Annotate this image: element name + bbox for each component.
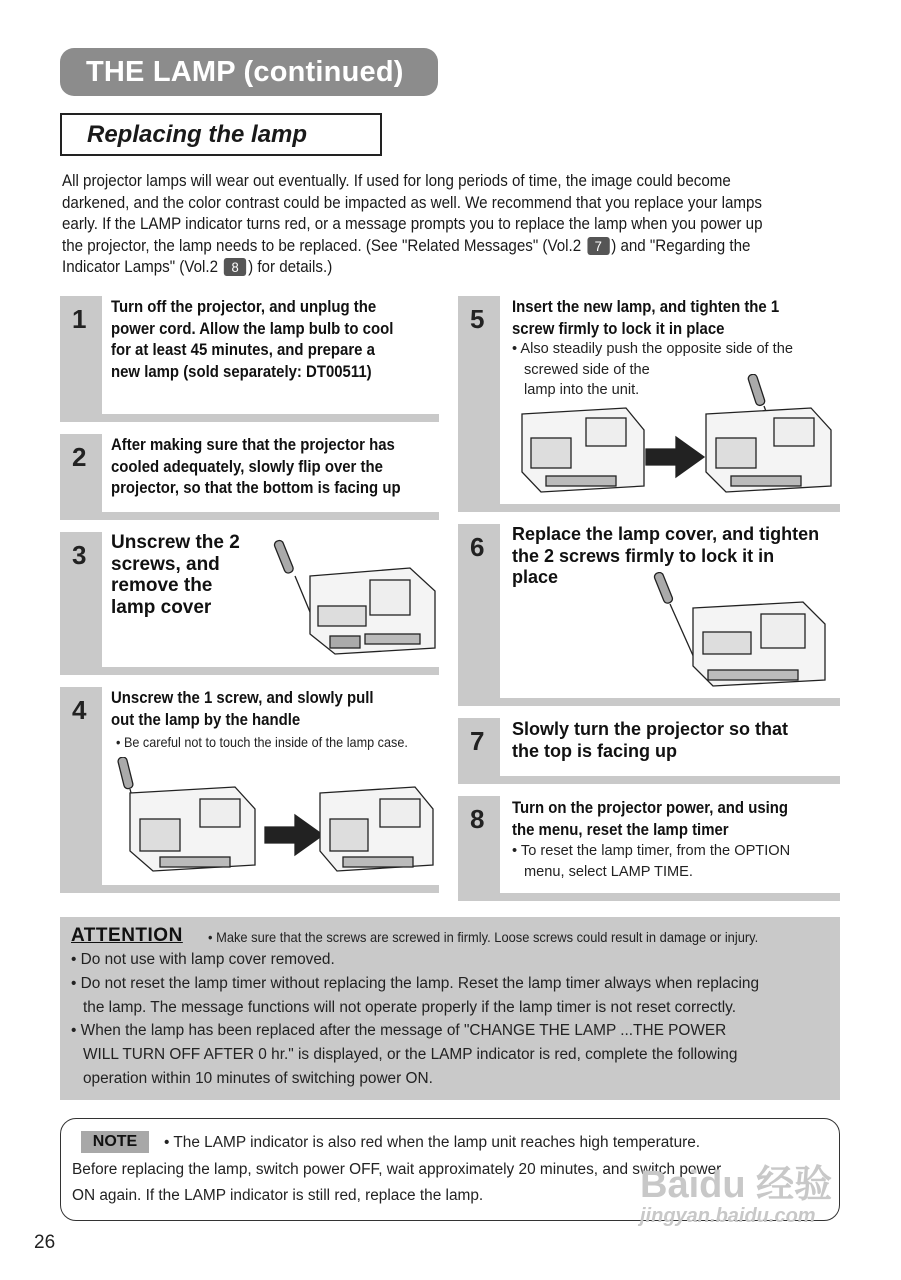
step-number: 4 [72,695,87,725]
step-text-line: Turn off the projector, and unplug the [111,297,377,316]
replace-cover-illustration [653,572,833,690]
intro-text: ) for details.) [248,258,333,277]
intro-line: darkened, and the color contrast could be impacted as well. We recommend that you replace your lamps [62,193,762,212]
note-label: NOTE [81,1131,149,1153]
attention-line: • Make sure that the screws are screwed in firmly. Loose screws could result in damage or injury. [208,929,759,945]
watermark-brand: Baidu 经验 [640,1164,833,1206]
step-text-line: Unscrew the 2 [111,532,240,553]
intro-text: Indicator Lamps" (Vol.2 [62,258,223,277]
step-text-line: screws, and [111,553,220,575]
step-text-line: screw firmly to lock it in place [512,318,725,338]
step-bullet-line: • Also steadily push the opposite side of the [512,341,793,357]
intro-text: ) and "Regarding the [611,236,751,255]
intro-line [62,257,838,279]
step-panel-8 [458,796,840,901]
step-text-line: place [512,567,559,588]
step-bullet: • Be careful not to touch the inside of the lamp case. [116,735,408,750]
note-line: • The LAMP indicator is also red when the lamp unit reaches high temperature. [164,1134,701,1151]
step-text-line: cooled adequately, slowly flip over the [111,456,383,476]
step-number: 3 [72,540,87,570]
step-text-line: remove the [111,575,213,597]
attention-line: • Do not use with lamp cover removed. [71,951,335,968]
step-bullet-line: menu, select LAMP TIME. [524,863,693,880]
step-text-line: Turn on the projector power, and using [512,798,789,817]
insert-lamp-illustration [516,374,838,496]
step-bullet-line: • To reset the lamp timer, from the OPTION [512,843,791,859]
intro-line [62,236,838,258]
step-number: 1 [72,304,87,334]
volume-page-badge: 8 [224,258,246,276]
step-text-line: the 2 screws firmly to lock it in [512,545,775,566]
note-line: ON again. If the LAMP indicator is still red, replace the lamp. [72,1187,484,1204]
attention-line: • When the lamp has been replaced after the message of "CHANGE THE LAMP ...THE POWER [71,1022,727,1039]
step-text-line: After making sure that the projector has [111,435,395,454]
volume-page-badge: 7 [587,237,609,255]
step-text-line: power cord. Allow the lamp bulb to cool [111,318,394,338]
step-text-line: the top is facing up [512,740,677,761]
step-text-line: out the lamp by the handle [111,709,301,729]
section-title: THE LAMP (continued) [60,48,438,96]
step-text-line: projector, so that the bottom is facing up [111,478,401,498]
step-text-line: Unscrew the 1 screw, and slowly pull [111,688,374,707]
subsection-title: Replacing the lamp [60,113,382,156]
step-panel-7 [458,718,840,784]
attention-line: operation within 10 minutes of switching power ON. [83,1070,433,1087]
step-bullet-line: lamp into the unit. [524,382,640,398]
baidu-watermark [640,1165,832,1227]
step-text-line: Replace the lamp cover, and tighten [512,524,820,544]
remove-lamp-illustration [115,757,435,875]
attention-line: the lamp. The message functions will not operate properly if the lamp timer is not reset correctly. [83,999,736,1016]
watermark-url: jingyan.baidu.com [640,1205,816,1227]
step-panel-1 [60,296,439,422]
intro-line: early. If the LAMP indicator turns red, or a message prompts you to replace the lamp when you power up [62,215,763,234]
step-text-line: lamp cover [111,597,212,619]
step-number: 7 [470,726,485,756]
attention-line: WILL TURN OFF AFTER 0 hr." is displayed, or the LAMP indicator is red, complete the following [83,1046,738,1063]
step-text-line: the menu, reset the lamp timer [512,819,729,839]
attention-line: • Do not reset the lamp timer without replacing the lamp. Reset the lamp timer always when replacing [71,975,760,992]
step-text-line: new lamp (sold separately: DT00511) [111,362,372,382]
step-number: 2 [72,442,87,472]
step-text-line: Insert the new lamp, and tighten the 1 [512,297,780,316]
step-number: 5 [470,304,485,334]
projector-screwdriver-illustration [270,536,438,664]
step-number: 6 [470,532,485,562]
step-number: 8 [470,804,485,834]
intro-paragraph [62,171,838,279]
attention-label: ATTENTION [71,925,183,946]
step-panel-4 [60,687,439,893]
intro-text: the projector, the lamp needs to be replaced. (See "Related Messages" (Vol.2 [62,236,586,255]
note-line: Before replacing the lamp, switch power OFF, wait approximately 20 minutes, and switch power [72,1161,722,1178]
step-panel-5 [458,296,840,512]
step-panel-6 [458,524,840,706]
step-text-line: Slowly turn the projector so that [512,719,789,739]
step-panel-2 [60,434,439,520]
intro-line: All projector lamps will wear out eventually. If used for long periods of time, the image could become [62,172,731,190]
step-panel-3 [60,532,439,675]
step-text-line: for at least 45 minutes, and prepare a [111,340,375,360]
step-bullet-line: screwed side of the [524,361,650,378]
page-number: 26 [34,1232,56,1253]
